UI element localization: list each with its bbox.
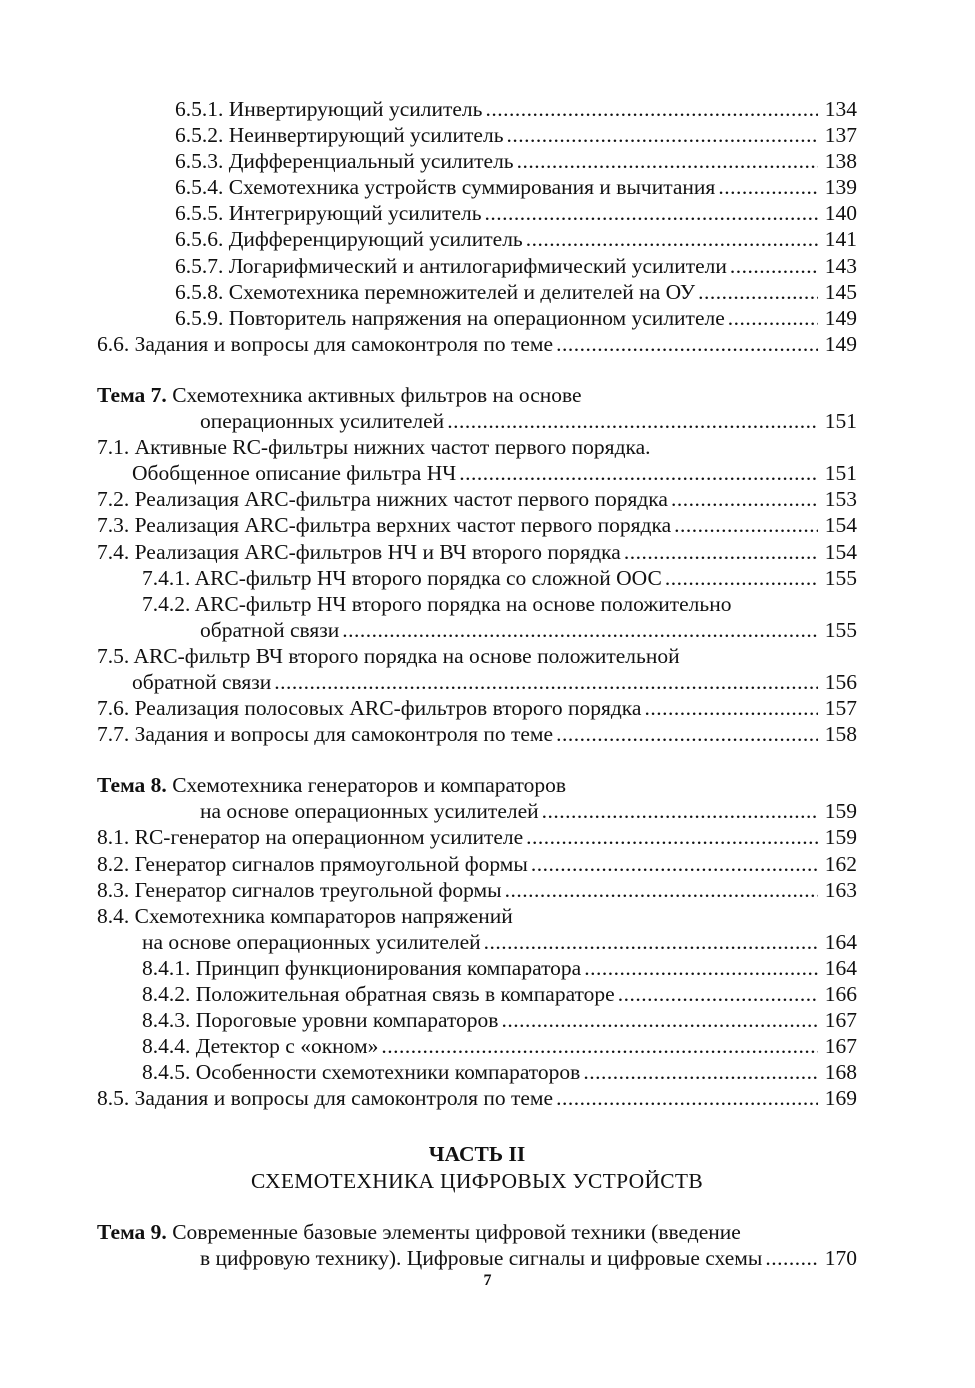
toc-entry-8-4-4: 8.4.4. Детектор с «окном» ..... 167 — [97, 1033, 857, 1059]
page-number: 7 — [483, 1272, 492, 1289]
toc-entry-8-4-5: 8.4.5. Особенности схемотехники компараторов ..... 168 — [97, 1059, 857, 1085]
toc-entry-8-2: 8.2. Генератор сигналов прямоугольной формы ..... 162 — [97, 851, 857, 877]
topic-8-heading-cont: на основе операционных усилителей ..... 159 — [97, 798, 857, 824]
toc-entry-6-5-1: 6.5.1. Инвертирующий усилитель ..... 134 — [97, 96, 857, 122]
topic-9-heading — [97, 1219, 857, 1245]
toc-entry-8-5: 8.5. Задания и вопросы для самоконтроля по теме ..... 169 — [97, 1085, 857, 1111]
toc-entry-6-5-6: 6.5.6. Дифференцирующий усилитель ..... 141 — [97, 226, 857, 252]
toc-entry-7-6: 7.6. Реализация полосовых ARC-фильтров второго порядка ..... 157 — [97, 695, 857, 721]
toc-entry-6-6: 6.6. Задания и вопросы для самоконтроля по теме ..... 149 — [97, 331, 857, 357]
toc-entry-6-5-2: 6.5.2. Неинвертирующий усилитель ..... 137 — [97, 122, 857, 148]
toc-entry-6-5-9: 6.5.9. Повторитель напряжения на операционном усилителе ..... 149 — [97, 305, 857, 331]
topic-7-title-line1: Схемотехника активных фильтров на основе — [172, 382, 582, 407]
toc-entry-7-2: 7.2. Реализация ARC-фильтра нижних частот первого порядка ..... 153 — [97, 486, 857, 512]
toc-entry-8-4: 8.4. Схемотехника компараторов напряжений — [97, 903, 513, 928]
topic-7-heading — [97, 382, 857, 408]
part-2-heading: ЧАСТЬ II — [428, 1142, 526, 1167]
topic-8-label: Тема 8. — [97, 773, 167, 798]
toc-entry-6-5-7: 6.5.7. Логарифмический и антилогарифмический усилители ..... 143 — [97, 253, 857, 279]
toc-entry-6-5-8: 6.5.8. Схемотехника перемножителей и делителей на ОУ ..... 145 — [97, 279, 857, 305]
toc-entry-7-5: 7.5. ARC-фильтр ВЧ второго порядка на основе положительной — [97, 643, 680, 668]
toc-entry-7-4-1: 7.4.1. ARC-фильтр НЧ второго порядка со сложной ООС ..... 155 — [97, 565, 857, 591]
toc-entry-7-4-2-cont: обратной связи ..... 155 — [97, 617, 857, 643]
toc-entry-7-1-cont: Обобщенное описание фильтра НЧ ..... 151 — [97, 460, 857, 486]
toc-entry-8-1: 8.1. RC-генератор на операционном усилителе ..... 159 — [97, 824, 857, 850]
toc-entry-8-4-1: 8.4.1. Принцип функционирования компаратора ..... 164 — [97, 955, 857, 981]
topic-7-heading-cont: операционных усилителей ..... 151 — [97, 408, 857, 434]
toc-entry-7-7: 7.7. Задания и вопросы для самоконтроля по теме ..... 158 — [97, 721, 857, 747]
topic-9-title-line1: Современные базовые элементы цифровой техники (введение — [172, 1219, 741, 1244]
toc-entry-8-4-3: 8.4.3. Пороговые уровни компараторов ..... 167 — [97, 1007, 857, 1033]
topic-7-label: Тема 7. — [97, 382, 167, 407]
toc-entry-7-4: 7.4. Реализация ARC-фильтров НЧ и ВЧ второго порядка ..... 154 — [97, 539, 857, 565]
toc-entry-7-3: 7.3. Реализация ARC-фильтра верхних частот первого порядка ..... 154 — [97, 512, 857, 538]
toc-entry-7-5-cont: обратной связи ..... 156 — [97, 669, 857, 695]
toc-entry-7-4-2: 7.4.2. ARC-фильтр НЧ второго порядка на основе положительно — [142, 591, 732, 616]
toc-entry-8-4-2: 8.4.2. Положительная обратная связь в компараторе ..... 166 — [97, 981, 857, 1007]
toc-entry-8-4-cont: на основе операционных усилителей ..... 164 — [97, 929, 857, 955]
toc-entry-6-5-4: 6.5.4. Схемотехника устройств суммирования и вычитания ..... 139 — [97, 174, 857, 200]
topic-9-label: Тема 9. — [97, 1219, 167, 1244]
table-of-contents — [97, 96, 857, 1271]
part-2-title: СХЕМОТЕХНИКА ЦИФРОВЫХ УСТРОЙСТВ — [250, 1168, 704, 1193]
topic-8-title-line1: Схемотехника генераторов и компараторов — [172, 773, 567, 798]
toc-entry-6-5-3: 6.5.3. Дифференциальный усилитель ..... 138 — [97, 148, 857, 174]
topic-8-heading — [97, 772, 857, 798]
topic-9-heading-cont: в цифровую технику). Цифровые сигналы и цифровые схемы ..... 170 — [97, 1245, 857, 1271]
toc-entry-7-1: 7.1. Активные RC-фильтры нижних частот первого порядка. — [97, 435, 651, 460]
toc-entry-8-3: 8.3. Генератор сигналов треугольной формы ..... 163 — [97, 877, 857, 903]
toc-entry-6-5-5: 6.5.5. Интегрирующий усилитель ..... 140 — [97, 200, 857, 226]
